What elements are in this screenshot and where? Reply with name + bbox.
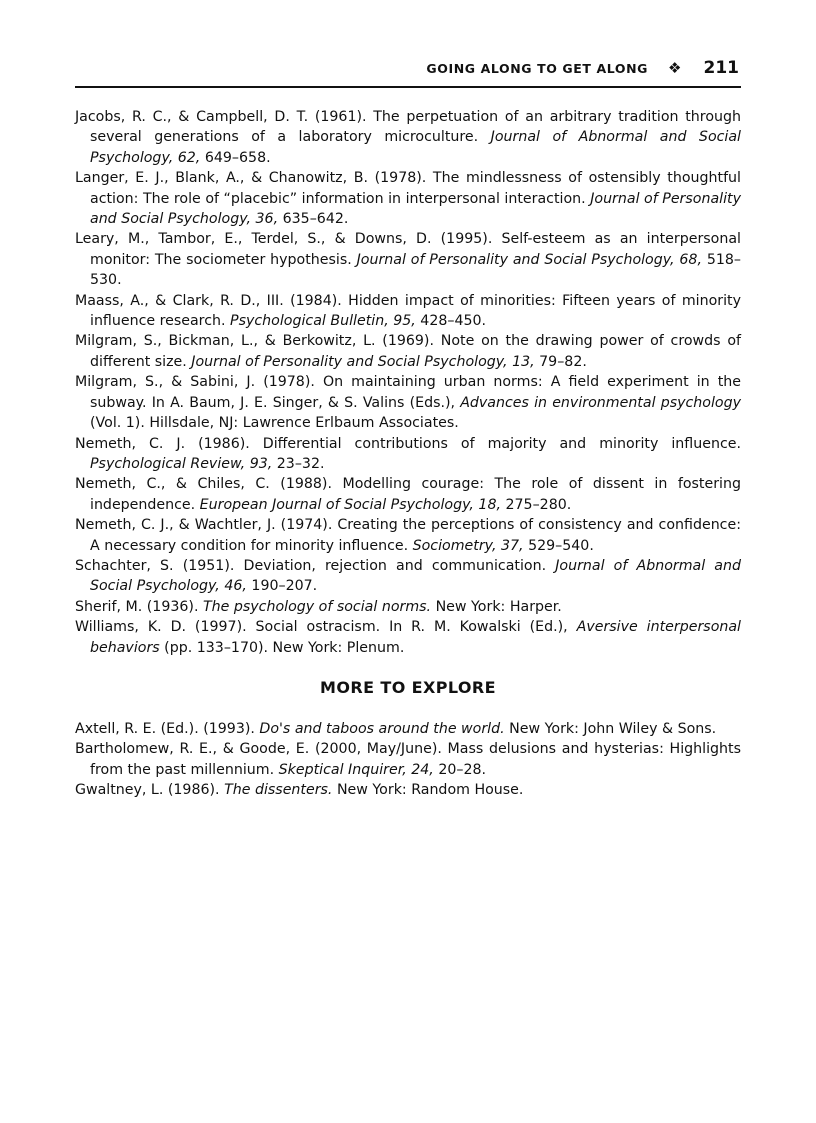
- book-page: [75, 58, 741, 801]
- reference-entry: Nemeth, C., & Chiles, C. (1988). Modelling courage: The role of dissent in fostering independence. European Journal of Social Psychology, 18, 275–280.: [75, 476, 741, 513]
- reference-entry: Milgram, S., Bickman, L., & Berkowitz, L. (1969). Note on the drawing power of crowds of different size. Journal of Personality and Social Psychology, 13, 79–82.: [75, 333, 741, 370]
- reference-entry: Leary, M., Tambor, E., Terdel, S., & Downs, D. (1995). Self-esteem as an interpersonal monitor: The sociometer hypothesis. Journal of Personality and Social Psychology, 68, 518–530.: [75, 231, 741, 289]
- section-title: MORE TO EXPLORE: [320, 677, 496, 697]
- reference-entry: Gwaltney, L. (1986). The dissenters. New York: Random House.: [75, 782, 524, 799]
- reference-entry: Nemeth, C. J. (1986). Differential contributions of majority and minority influence. Psychological Review, 93, 23–32.: [75, 435, 741, 472]
- reference-entry: Nemeth, C. J., & Wachtler, J. (1974). Creating the perceptions of consistency and confidence: A necessary condition for minority influence. Sociometry, 37, 529–540.: [75, 517, 741, 554]
- reference-entry: Bartholomew, R. E., & Goode, E. (2000, May/June). Mass delusions and hysterias: Highlights from the past millennium. Skeptical Inquirer, 24, 20–28.: [75, 741, 741, 778]
- more-to-explore-list: [75, 719, 741, 801]
- reference-entry: Jacobs, R. C., & Campbell, D. T. (1961). The perpetuation of an arbitrary tradition through several generations of a laboratory microculture. Journal of Abnormal and Social Psychology, 62, 649–658.: [75, 109, 741, 166]
- reference-entry: Maass, A., & Clark, R. D., III. (1984). Hidden impact of minorities: Fifteen years of minority influence research. Psychological Bulletin, 95, 428–450.: [75, 292, 741, 330]
- reference-entry: Williams, K. D. (1997). Social ostracism. In R. M. Kowalski (Ed.), Aversive interpersonal behaviors (pp. 133–170). New York: Plenum.: [75, 619, 741, 656]
- reference-entry: Schachter, S. (1951). Deviation, rejection and communication. Journal of Abnormal and Social Psychology, 46, 190–207.: [75, 557, 741, 595]
- reference-entry: Milgram, S., & Sabini, J. (1978). On maintaining urban norms: A field experiment in the subway. In A. Baum, J. E. Singer, & S. Valins (Eds.), Advances in environmental psychology (Vol. 1). Hillsdale, NJ: Lawrence Erlbaum Associates.: [75, 374, 741, 432]
- running-head: GOING ALONG TO GET ALONG: [426, 61, 649, 76]
- reference-entry: Langer, E. J., Blank, A., & Chanowitz, B. (1978). The mindlessness of ostensibly thoughtful action: The role of “placebic” information in interpersonal interaction. Journal of Personality and Social Psychology, 36, 635–642.: [75, 170, 741, 228]
- page-number: 211: [703, 58, 739, 78]
- reference-entry: Sherif, M. (1936). The psychology of social norms. New York: Harper.: [75, 598, 562, 615]
- page-header: [75, 58, 741, 88]
- reference-entry: Axtell, R. E. (Ed.). (1993). Do's and taboos around the world. New York: John Wiley & Sons.: [75, 720, 717, 737]
- diamond-ornament-icon: ❖: [668, 59, 682, 77]
- reference-list: [75, 107, 741, 658]
